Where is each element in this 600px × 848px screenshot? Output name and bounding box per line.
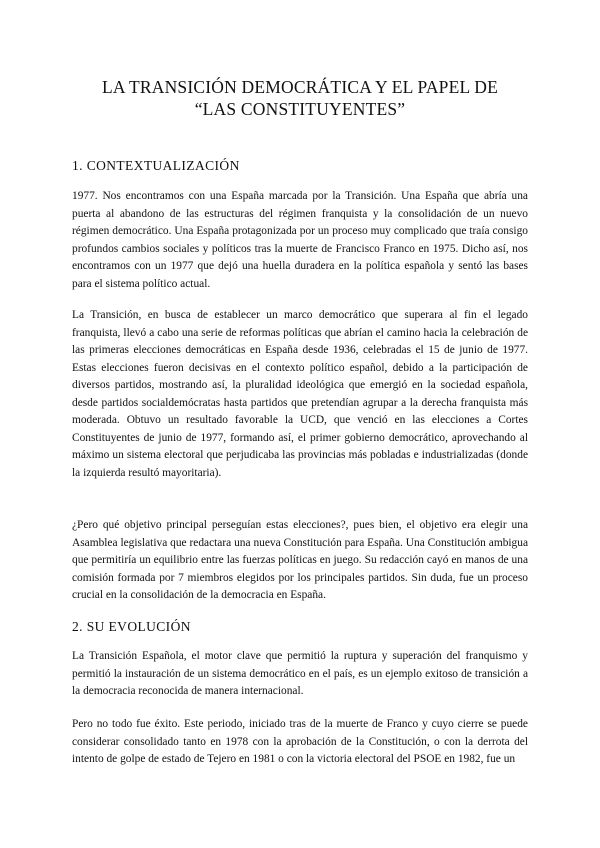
- paragraph-1: 1977. Nos encontramos con una España marcada por la Transición. Una España que abría una puerta al abandono de las estructuras del régimen franquista y la consolidación de un nuevo régimen democrático. Una España protagonizada por un proceso muy complicado que traía consigo profundos cambios sociales y políticos tras la muerte de Francisco Franco en 1975. Dicho así, nos encontramos con un 1977 que dejó una huella duradera en la política española y sentó las bases para el sistema político actual.: [72, 190, 528, 290]
- section-heading-contextualizacion: 1. CONTEXTUALIZACIÓN: [72, 158, 240, 173]
- paragraph-5: Pero no todo fue éxito. Este periodo, iniciado tras de la muerte de Franco y cuyo cierre se puede considerar consolidado tanto en 1978 con la aprobación de la Constitución, o con la derrota del intento de golpe de estado de Tejero en 1981 o con la victoria electoral del PSOE en 1982, fue un: [72, 718, 528, 765]
- paragraph-2: La Transición, en busca de establecer un marco democrático que superara al fin el legado franquista, llevó a cabo una serie de reformas políticas que abrían el camino hacia la celebración de las primeras elecciones democráticas en España desde 1936, celebradas el 15 de junio de 1977. Estas elecciones fueron decisivas en el contexto político español, debido a la participación de diversos partidos, mostrando así, la pluralidad ideológica que emergió en la sociedad española, desde partidos socialdemócratas hasta partidos que pretendían agrupar a la derecha franquista más moderada. Obtuvo un resultado favorable la UCD, que venció en las elecciones a Cortes Constituyentes de junio de 1977, formando así, el primer gobierno democrático, aprovechando al máximo un sistema electoral que perjudicaba las provincias más pobladas e industrializadas (donde la izquierda resultó mayoritaria).: [72, 309, 528, 479]
- title-line-1: LA TRANSICIÓN DEMOCRÁTICA Y EL PAPEL DE: [101, 77, 499, 97]
- section-heading-evolucion: 2. SU EVOLUCIÓN: [72, 619, 191, 634]
- title-line-2: “LAS CONSTITUYENTES”: [194, 99, 406, 119]
- document-title: [60, 76, 540, 120]
- paragraph-4: La Transición Española, el motor clave que permitió la ruptura y superación del franquismo y permitió la instauración de un sistema democrático en el país, es un ejemplo exitoso de transición a la democracia reconocida de manera internacional.: [72, 650, 528, 697]
- paragraph-3: ¿Pero qué objetivo principal perseguían estas elecciones?, pues bien, el objetivo era elegir una Asamblea legislativa que redactara una nueva Constitución para España. Una Constitución ambigua que permitiría un equilibrio entre las fuerzas políticas en juego. Su redacción cayó en manos de una comisión formada por 7 miembros elegidos por los principales partidos. Sin duda, fue un proceso crucial en la consolidación de la democracia en España.: [72, 519, 528, 601]
